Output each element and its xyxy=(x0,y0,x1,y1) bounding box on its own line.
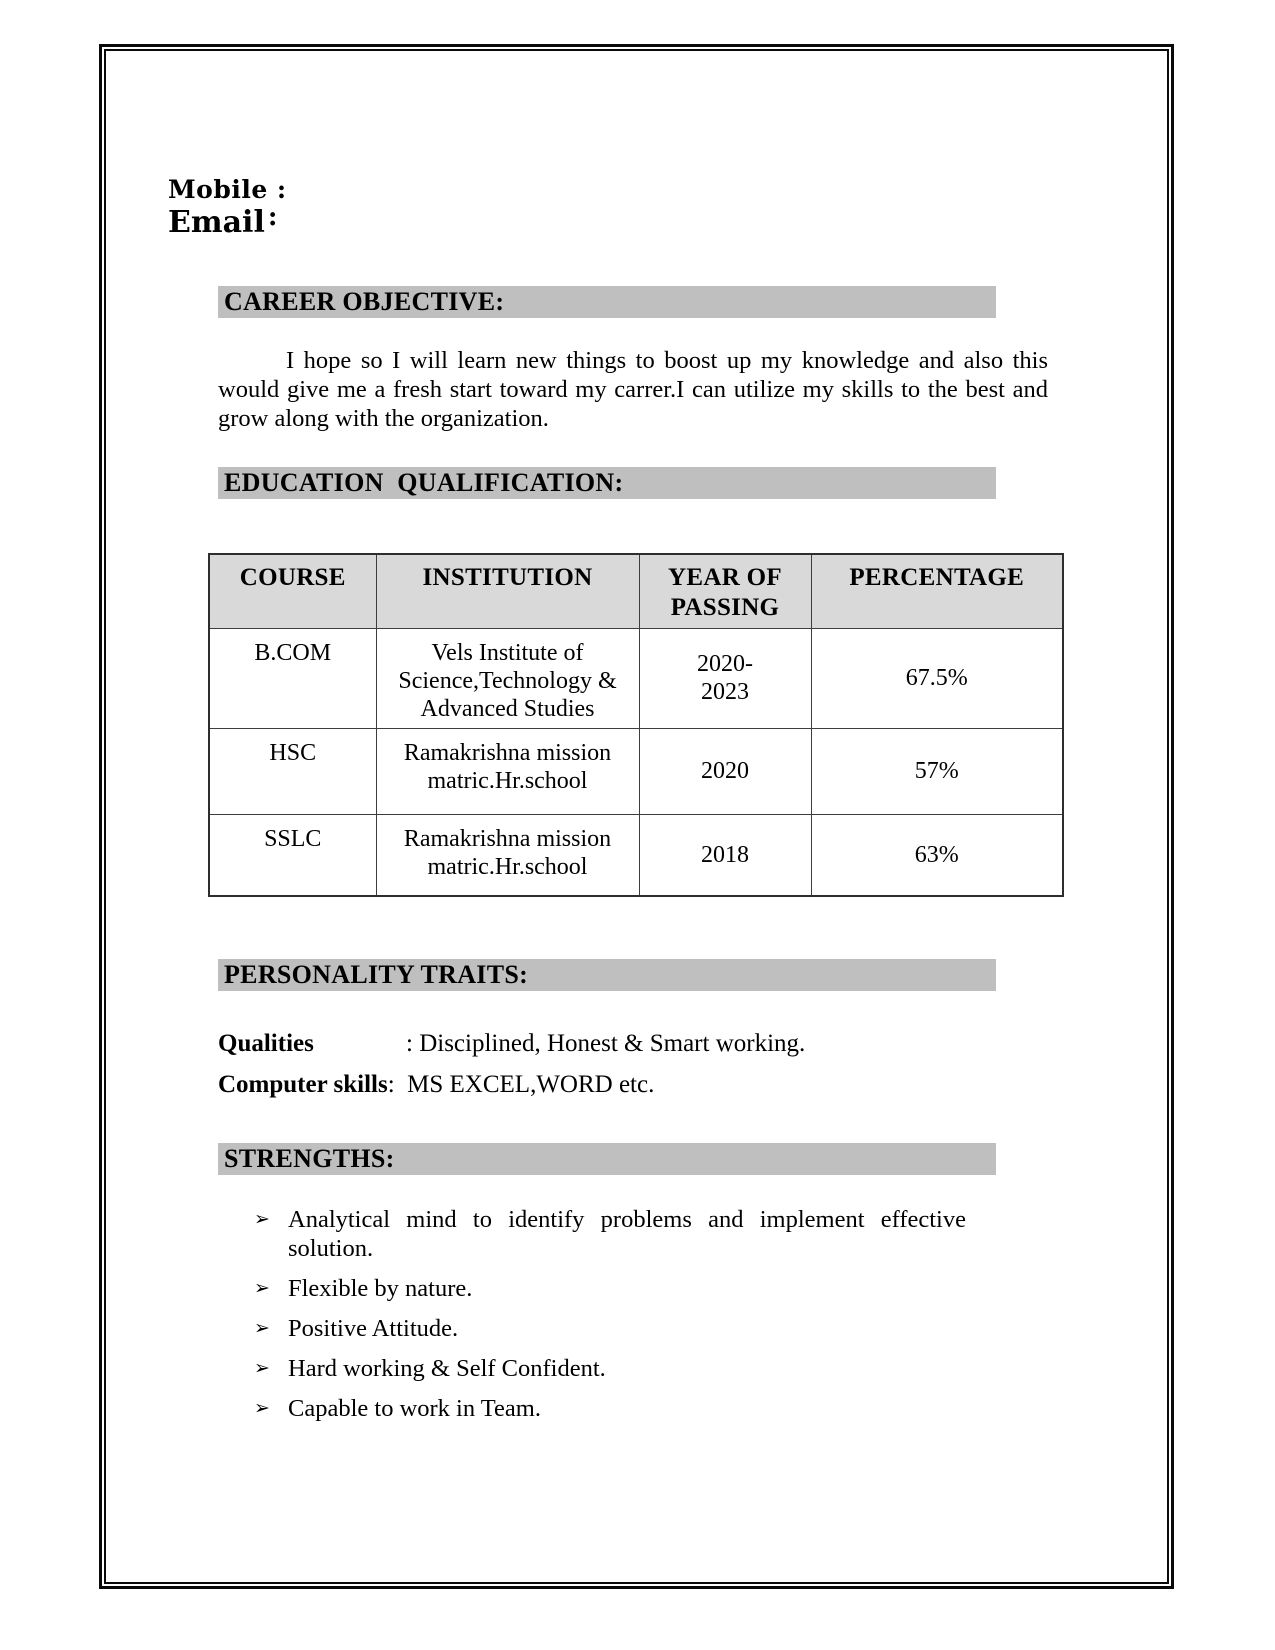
cell-course: HSC xyxy=(209,728,376,814)
page-border-inner xyxy=(104,49,1169,1584)
page-border-outer xyxy=(99,44,1174,1589)
cell-institution: Vels Institute of Science,Technology & Advanced Studies xyxy=(376,628,639,728)
arrow-bullet-icon: ➢ xyxy=(254,1357,270,1379)
column-header-course: COURSE xyxy=(209,554,376,628)
strength-text: Flexible by nature. xyxy=(288,1275,473,1302)
career-objective-paragraph: I hope so I will learn new things to boost up my knowledge and also this would give me a fresh start toward my carrer.I can utilize my skills to the best and grow along with the organization. xyxy=(218,347,1048,432)
email-label xyxy=(168,202,1167,242)
list-item xyxy=(254,1354,1167,1383)
list-item xyxy=(254,1205,1167,1263)
email-word: Email xyxy=(168,205,265,240)
strength-text: Hard working & Self Confident. xyxy=(288,1355,606,1382)
arrow-bullet-icon: ➢ xyxy=(254,1208,270,1230)
cell-course: B.COM xyxy=(209,628,376,728)
strength-text: Analytical mind to identify problems and implement effective solution. xyxy=(288,1206,966,1262)
computer-skills-line xyxy=(218,1068,1167,1101)
list-item xyxy=(254,1274,1167,1303)
table-header-row xyxy=(209,554,1063,628)
computer-skills-label: Computer skills xyxy=(218,1071,388,1098)
email-colon: : xyxy=(267,202,278,232)
qualities-label: Qualities xyxy=(218,1030,314,1057)
qualities-line xyxy=(218,1027,1167,1060)
cell-institution: Ramakrishna mission matric.Hr.school xyxy=(376,814,639,896)
table-row-hsc xyxy=(209,728,1063,814)
year-value: 2020-2023 xyxy=(697,651,753,705)
table-row-bcom xyxy=(209,628,1063,728)
column-header-percentage: PERCENTAGE xyxy=(811,554,1063,628)
arrow-bullet-icon: ➢ xyxy=(254,1397,270,1419)
arrow-bullet-icon: ➢ xyxy=(254,1277,270,1299)
cell-year: 2018 xyxy=(639,814,811,896)
cell-percentage: 67.5% xyxy=(811,628,1063,728)
qualities-value: : Disciplined, Honest & Smart working. xyxy=(406,1030,806,1057)
list-item xyxy=(254,1314,1167,1343)
cell-year: 2020 xyxy=(639,728,811,814)
career-objective-heading: CAREER OBJECTIVE: xyxy=(218,286,996,318)
cell-institution: Ramakrishna mission matric.Hr.school xyxy=(376,728,639,814)
column-header-year-of-passing: YEAR OF PASSING xyxy=(639,554,811,628)
table-row-sslc xyxy=(209,814,1063,896)
education-qualification-heading: EDUCATION QUALIFICATION: xyxy=(218,467,996,499)
strength-text: Capable to work in Team. xyxy=(288,1395,541,1422)
strength-text: Positive Attitude. xyxy=(288,1315,459,1342)
cell-percentage: 57% xyxy=(811,728,1063,814)
mobile-label: Mobile : xyxy=(168,175,287,204)
arrow-bullet-icon: ➢ xyxy=(254,1317,270,1339)
computer-skills-value: : MS EXCEL,WORD etc. xyxy=(387,1071,655,1098)
column-header-institution: INSTITUTION xyxy=(376,554,639,628)
strengths-list xyxy=(254,1205,1167,1423)
education-table xyxy=(208,553,1064,897)
contact-block xyxy=(168,175,1167,242)
resume-page xyxy=(106,51,1167,1582)
personality-traits-heading: PERSONALITY TRAITS: xyxy=(218,959,996,991)
cell-percentage: 63% xyxy=(811,814,1063,896)
strengths-heading: STRENGTHS: xyxy=(218,1143,996,1175)
cell-course: SSLC xyxy=(209,814,376,896)
list-item xyxy=(254,1394,1167,1423)
cell-year xyxy=(639,628,811,728)
